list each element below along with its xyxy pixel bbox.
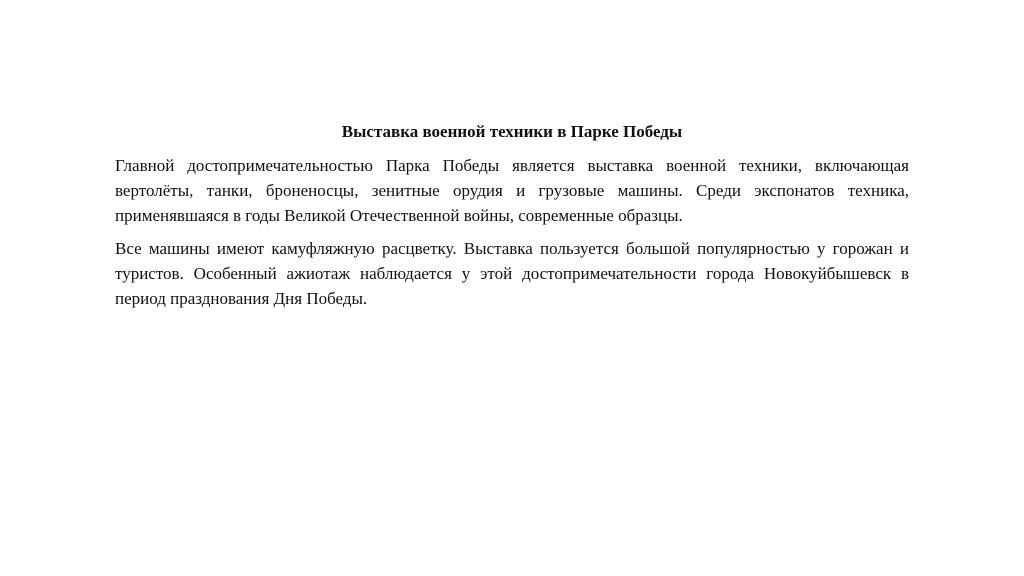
paragraph-popularity: Все машины имеют камуфляжную расцветку. Выставка пользуется большой популярностью у горожан и туристов. Особенный ажиотаж наблюдается у этой достопримечательности города Новокуйбышевск в период празднования Дня Победы. bbox=[115, 239, 909, 308]
document-title: Выставка военной техники в Парке Победы bbox=[341, 122, 683, 141]
text-block bbox=[115, 121, 909, 319]
paragraph-exhibition-description: Главной достопримечательностью Парка Победы является выставка военной техники, включающая вертолёты, танки, броненосцы, зенитные орудия и грузовые машины. Среди экспонатов техника, применявшаяся в годы Великой Отечественной войны, современные образцы. bbox=[115, 156, 909, 225]
